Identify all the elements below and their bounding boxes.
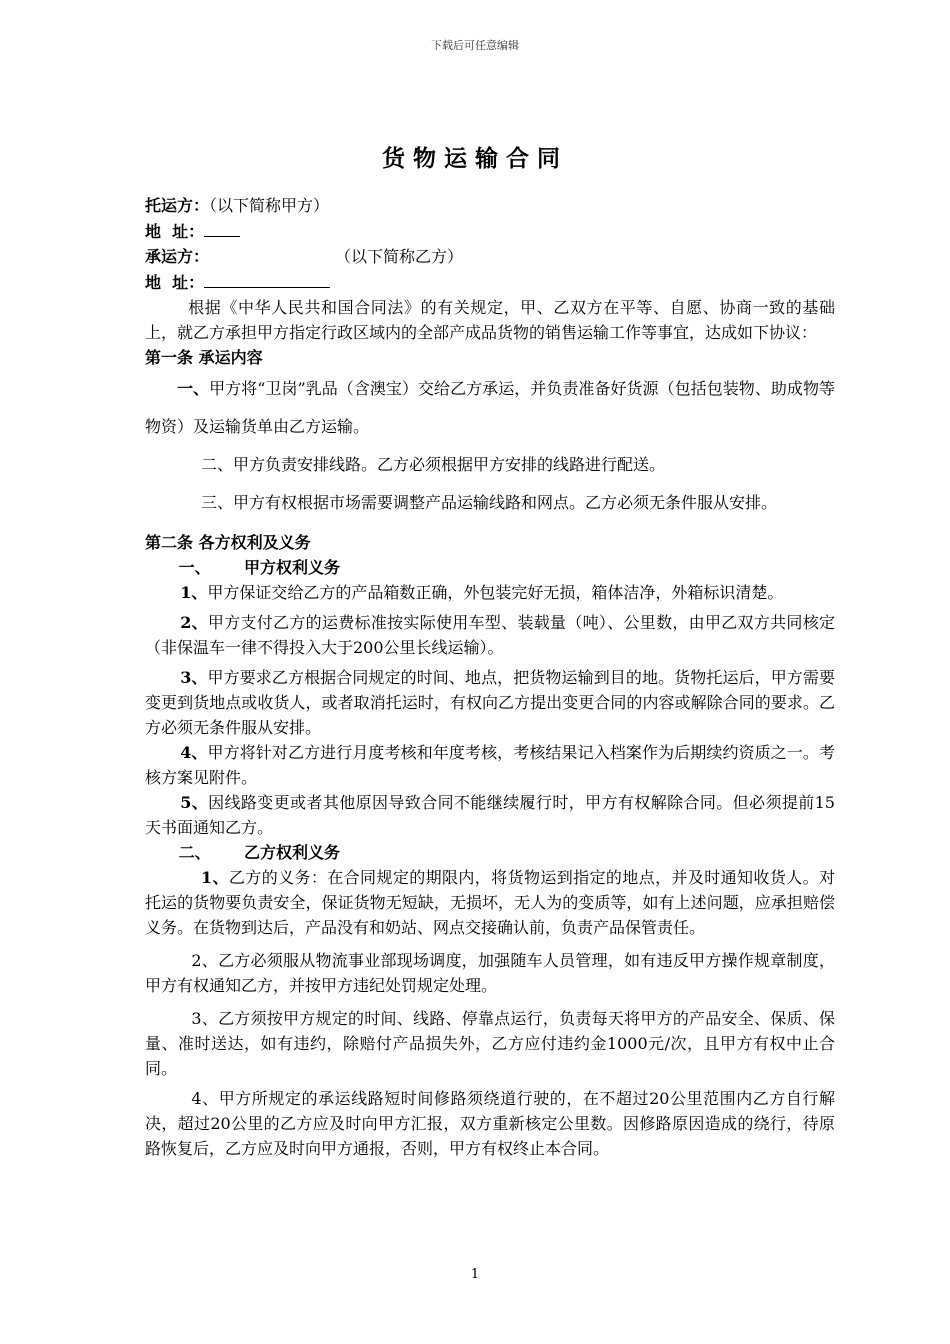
b-item-4-num: 4、 [191,1089,219,1108]
carrier-label: 承运方： [145,247,210,266]
a-item-2-num: 2、 [180,613,208,632]
a-item-2-text: 甲方支付乙方的运费标准按实际使用车型、装载量（吨）、公里数，由甲乙双方共同核定（非保温车一律不得投入大于200公里长线运输）。 [145,613,835,657]
b-item-4 [145,1086,835,1161]
page-number: 1 [470,1267,480,1282]
document-title: 货物运输合同 [382,145,568,172]
carrier-line [145,244,835,269]
article1-item1-text: 甲方将“卫岗”乳品（含澳宝）交给乙方承运，并负责准备好货源（包括包装物、助成物等物资）及运输货单由乙方运输。 [145,379,835,436]
document-body [145,193,835,1161]
a-item-3-text: 甲方要求乙方根据合同规定的时间、地点，把货物运输到目的地。货物托运后，甲方需要变更到货地点或收货人，或者取消托运时，有权向乙方提出变更合同的内容或解除合同的要求。乙方必须无条件服从安排。 [145,668,835,737]
b-item-2-num: 2、 [191,951,219,970]
address2-label: 地 址： [145,273,205,292]
article1-heading: 第一条 承运内容 [145,348,263,367]
address2-line [145,269,835,295]
a-item-3-num: 3、 [180,668,208,687]
b-item-2 [145,948,835,998]
b-item-2-text: 乙方必须服从物流事业部现场调度，加强随车人员管理，如有违反甲方操作规章制度，甲方有权通知乙方，并按甲方违纪处罚规定处理。 [145,951,835,995]
article2-heading: 第二条 各方权利及义务 [145,533,311,552]
a-item-4 [145,740,835,790]
shipper-suffix: （以下简称甲方） [209,196,330,215]
intro-paragraph: 根据《中华人民共和国合同法》的有关规定，甲、乙双方在平等、自愿、协商一致的基础上，就乙方承担甲方指定行政区域内的全部产成品货物的销售运输工作等事宜，达成如下协议： [145,298,835,342]
b-item-1-text: 乙方的义务：在合同规定的期限内，将货物运到指定的地点，并及时通知收货人。对托运的货物要负责安全，保证货物无短缺，无损坏，无人为的变质等，如有上述问题，应承担赔偿义务。在货物到达后，产品没有和奶站、网点交接确认前，负责产品保管责任。 [145,868,835,937]
shipper-line [145,193,835,218]
a-item-4-text: 甲方将针对乙方进行月度考核和年度考核，考核结果记入档案作为后期续约资质之一。考核方案见附件。 [145,743,835,787]
a-item-5-text: 因线路变更或者其他原因导致合同不能继续履行时，甲方有权解除合同。但必须提前15天书面通知乙方。 [145,793,835,837]
address1-line [145,218,835,244]
carrier-suffix: （以下简称乙方） [335,247,464,266]
b-item-1-num: 1、 [201,868,229,887]
a-item-5 [145,790,835,840]
b-item-1 [145,865,835,940]
article1-item2: 二、甲方负责安排线路。乙方必须根据甲方安排的线路进行配送。 [201,455,666,474]
a-item-1-text: 甲方保证交给乙方的产品箱数正确，外包装完好无损，箱体洁净，外箱标识清楚。 [207,583,784,602]
a-item-5-num: 5、 [180,793,209,812]
b-item-4-text: 甲方所规定的承运线路短时间修路须绕道行驶的，在不超过20公里范围内乙方自行解决，超过20公里的乙方应及时向甲方汇报，双方重新核定公里数。因修路原因造成的绕行，待原路恢复后，乙方应及时向甲方通报，否则，甲方有权终止本合同。 [145,1089,835,1158]
b-item-3-num: 3、 [191,1009,219,1028]
address1-label: 地 址： [145,222,205,241]
a-item-4-num: 4、 [180,743,208,762]
address1-blank [204,218,240,237]
header-note: 下载后可任意编辑 [431,39,519,52]
b-item-3-text: 乙方须按甲方规定的时间、线路、停靠点运行，负责每天将甲方的产品安全、保质、保量、准时送达，如有违约，除赔付产品损失外，乙方应付违约金1000元/次，且甲方有权中止合同。 [145,1009,835,1078]
a-item-1 [145,580,835,605]
party-a-heading: 一、 甲方权利义务 [178,558,341,577]
a-item-1-num: 1、 [180,583,208,602]
b-item-3 [145,1006,835,1081]
a-item-2 [145,610,835,660]
article1-item1 [145,370,835,446]
article1-item1-num: 一、 [177,379,210,398]
party-b-heading: 二、 乙方权利义务 [178,843,341,862]
article1-item3: 三、甲方有权根据市场需要调整产品运输线路和网点。乙方必须无条件服从安排。 [201,493,778,512]
address2-blank [204,269,330,288]
a-item-3 [145,665,835,740]
shipper-label: 托运方： [145,196,210,215]
